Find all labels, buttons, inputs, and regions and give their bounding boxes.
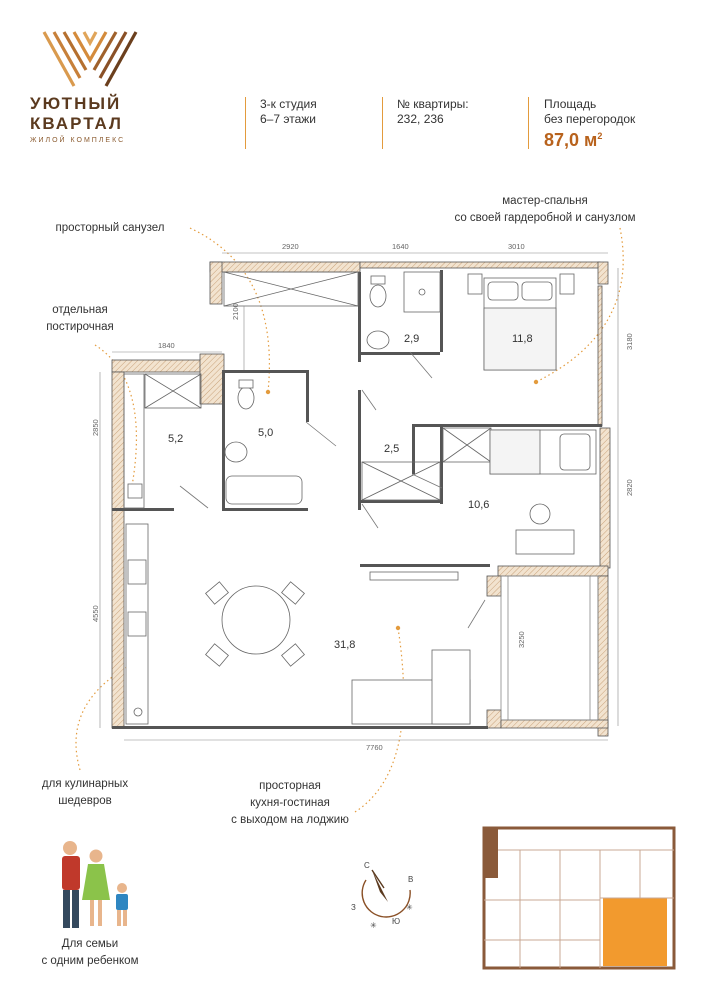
note-living: просторная кухня-гостиная с выходом на лоджию	[231, 780, 349, 826]
dim-top-right: 3010	[508, 242, 525, 251]
family-illustration	[62, 841, 128, 928]
dim-right-mid: 2820	[625, 479, 634, 496]
loggia	[501, 576, 598, 720]
dim-top-mid: 1640	[392, 242, 409, 251]
room-area-bath-master: 2,9	[404, 333, 420, 345]
master-bed	[468, 274, 574, 370]
logo-text-line2: КВАРТАЛ	[30, 114, 123, 133]
sofa	[352, 572, 470, 724]
note-kitchen: для кулинарных шедевров	[41, 778, 129, 807]
room-area-hall: 2,5	[384, 443, 400, 455]
note-family: Для семьи с одним ребенком	[41, 938, 139, 967]
note-dots	[130, 380, 538, 662]
sun-icon: ✳	[370, 921, 377, 930]
note-bathroom: просторный санузел	[55, 222, 165, 234]
compass-west: З	[351, 903, 356, 912]
key-plan	[484, 828, 674, 968]
sun-icon: ✳	[406, 903, 413, 912]
dim-right-lower: 3250	[517, 631, 526, 648]
logo-text-line1: УЮТНЫЙ	[30, 94, 122, 113]
type-line2: 6–7 этажи	[260, 112, 316, 126]
compass-south: Ю	[392, 917, 401, 926]
area-value: 87,0 $м^2$	[544, 130, 603, 150]
room-area-living: 31,8	[334, 639, 356, 651]
room-area-laundry: 5,2	[168, 433, 184, 445]
compass-north: С	[364, 861, 370, 870]
apt-numbers: 232, 236	[397, 112, 444, 126]
note-laundry: отдельная постирочная	[46, 304, 114, 333]
dining-set	[206, 582, 305, 666]
compass-east: В	[408, 875, 414, 884]
dim-bath-vertical: 2100	[231, 303, 240, 320]
area-label-line2: без перегородок	[544, 112, 636, 126]
logo-subtitle: ЖИЛОЙ КОМПЛЕКС	[30, 137, 126, 144]
room-area-master-bedroom: 11,8	[512, 333, 533, 345]
type-line1: 3-к студия	[260, 97, 317, 111]
dim-right-upper: 3180	[625, 333, 634, 350]
apt-label: № квартиры:	[397, 97, 469, 111]
area-label-line1: Площадь	[544, 97, 597, 111]
room-area-bedroom: 10,6	[468, 499, 490, 511]
second-bed	[490, 430, 596, 554]
dim-laundry-top: 1840	[158, 341, 175, 350]
note-master-bedroom: мастер-спальня со своей гардеробной и санузлом	[454, 195, 636, 224]
dim-left-upper: 2850	[91, 419, 100, 436]
dim-top-left: 2920	[282, 242, 299, 251]
dim-bottom: 7760	[366, 743, 383, 752]
room-area-bathroom: 5,0	[258, 427, 274, 439]
dim-left-lower: 4550	[91, 605, 100, 622]
compass	[351, 861, 413, 930]
